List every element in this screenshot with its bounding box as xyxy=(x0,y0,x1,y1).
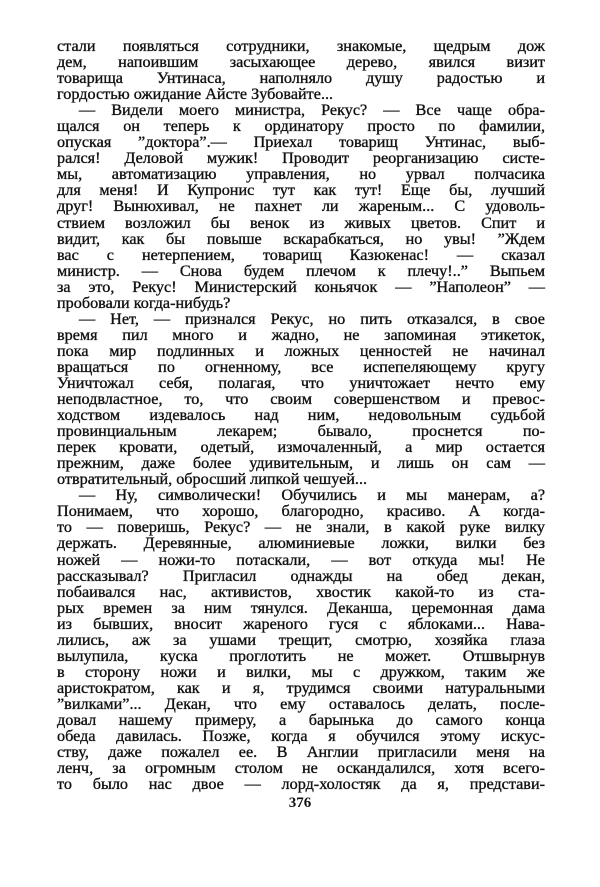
body-text xyxy=(57,38,545,792)
text-line: Понимаем, что хорошо, благородно, красиво. А когда- xyxy=(57,502,545,521)
text-line: — Нет, — признался Рекус, но пить отказался, в свое xyxy=(79,309,545,328)
text-line: дем, напоившим засыхающее дерево, явился визит xyxy=(57,53,545,72)
text-line: вращаться по огненному, все испепеляющему кругу xyxy=(57,357,545,376)
text-line: ”вилками”... Декан, что ему оставалось делать, после- xyxy=(57,694,545,713)
text-line: ству, даже пожалел ее. В Англии пригласили меня на xyxy=(57,743,545,762)
text-line: неподвластное, то, что своим совершенством и превос- xyxy=(57,390,545,409)
text-line: Уничтожал себя, полагая, что уничтожает нечто ему xyxy=(57,373,545,392)
text-line: в сторону ножи и вилки, мы с дружком, таким же xyxy=(57,662,545,681)
text-line: рых времен за ним тянулся. Деканша, церемонная дама xyxy=(57,598,545,617)
text-line: мы, автоматизацию управления, но урвал полчасика xyxy=(57,165,545,184)
text-line: опуская ”доктора”.— Приехал товарищ Унтинас, выб- xyxy=(57,133,545,152)
text-line: то было нас двое — лорд-холостяк да я, представи- xyxy=(57,775,545,794)
text-line: прежним, даже более удивительным, и лишь он сам — xyxy=(57,454,545,473)
text-line: пробовали когда-нибудь? xyxy=(57,293,231,312)
text-line: рассказывал? Пригласил однажды на обед декан, xyxy=(57,566,545,585)
text-line: министр. — Снова будем плечом к плечу!..” Выпьем xyxy=(57,261,545,280)
text-line: щался он теперь к ординатору просто по фамилии, xyxy=(57,117,545,136)
text-line: ходством издевалось над ним, недовольным судьбой xyxy=(57,406,545,425)
text-line: стали появляться сотрудники, знакомые, щедрым дож xyxy=(57,37,545,55)
text-line: видит, как бы повыше вскарабкаться, но увы! ”Ждем xyxy=(57,229,545,248)
text-line: вас с нетерпением, товарищ Казюкенас! — сказал xyxy=(57,245,545,264)
page-number: 376 xyxy=(288,795,312,811)
text-line: товарища Унтинаса, наполняло душу радостью и xyxy=(57,69,545,88)
text-line: время пил много и жадно, не запоминая этикеток, xyxy=(57,325,545,344)
text-line: отвратительный, обросший липкой чешуей... xyxy=(57,470,368,489)
text-line: друг! Вынюхивал, не пахнет ли жареным... С удоволь- xyxy=(57,197,545,216)
text-line: перек кровати, одетый, измочаленный, а мир остается xyxy=(57,438,545,457)
text-line: ленч, за огромным столом не оскандалился, хотя всего- xyxy=(57,759,545,778)
text-line: гордостью ожидание Айсте Зубовайте... xyxy=(57,85,334,104)
text-line: вылупила, куска проглотить не может. Отшвырнув xyxy=(57,646,545,665)
text-line: ножей — ножи-то потаскали, — вот откуда мы! Не xyxy=(57,550,545,569)
text-line: для меня! И Купронис тут как тут! Еще бы, лучший xyxy=(57,181,545,200)
text-line: рался! Деловой мужик! Проводит реорганизацию систе- xyxy=(57,149,545,168)
text-line: аристократом, как и я, трудимся своими натуральными xyxy=(57,678,545,697)
text-line: — Видели моего министра, Рекус? — Все чаще обра- xyxy=(79,101,545,120)
text-line: довал нашему примеру, а барынька до самого конца xyxy=(57,710,545,729)
text-line: провинциальным лекарем; бывало, проснется по- xyxy=(57,422,545,441)
text-line: обеда давилась. Позже, когда я обучился этому искус- xyxy=(57,727,545,746)
text-line: то — поверишь, Рекус? — не знали, в какой руке вилку xyxy=(57,518,545,537)
text-line: пока мир подлинных и ложных ценностей не начинал xyxy=(57,341,545,360)
text-line: держать. Деревянные, алюминиевые ложки, вилки без xyxy=(57,534,545,553)
text-line: ствием возложил бы венок из живых цветов. Спит и xyxy=(57,213,545,232)
text-line: побаивался нас, активистов, хвостик какой-то из ста- xyxy=(57,582,545,601)
text-line: — Ну, символически! Обучились и мы манерам, а? xyxy=(79,486,545,505)
text-line: лились, аж за ушами трещит, смотрю, хозяйка глаза xyxy=(57,630,545,649)
text-line: за это, Рекус! Министерский коньячок — ”Наполеон” — xyxy=(57,277,545,296)
text-line: из бывших, вносит жареного гуся с яблоками... Нава- xyxy=(57,614,545,633)
